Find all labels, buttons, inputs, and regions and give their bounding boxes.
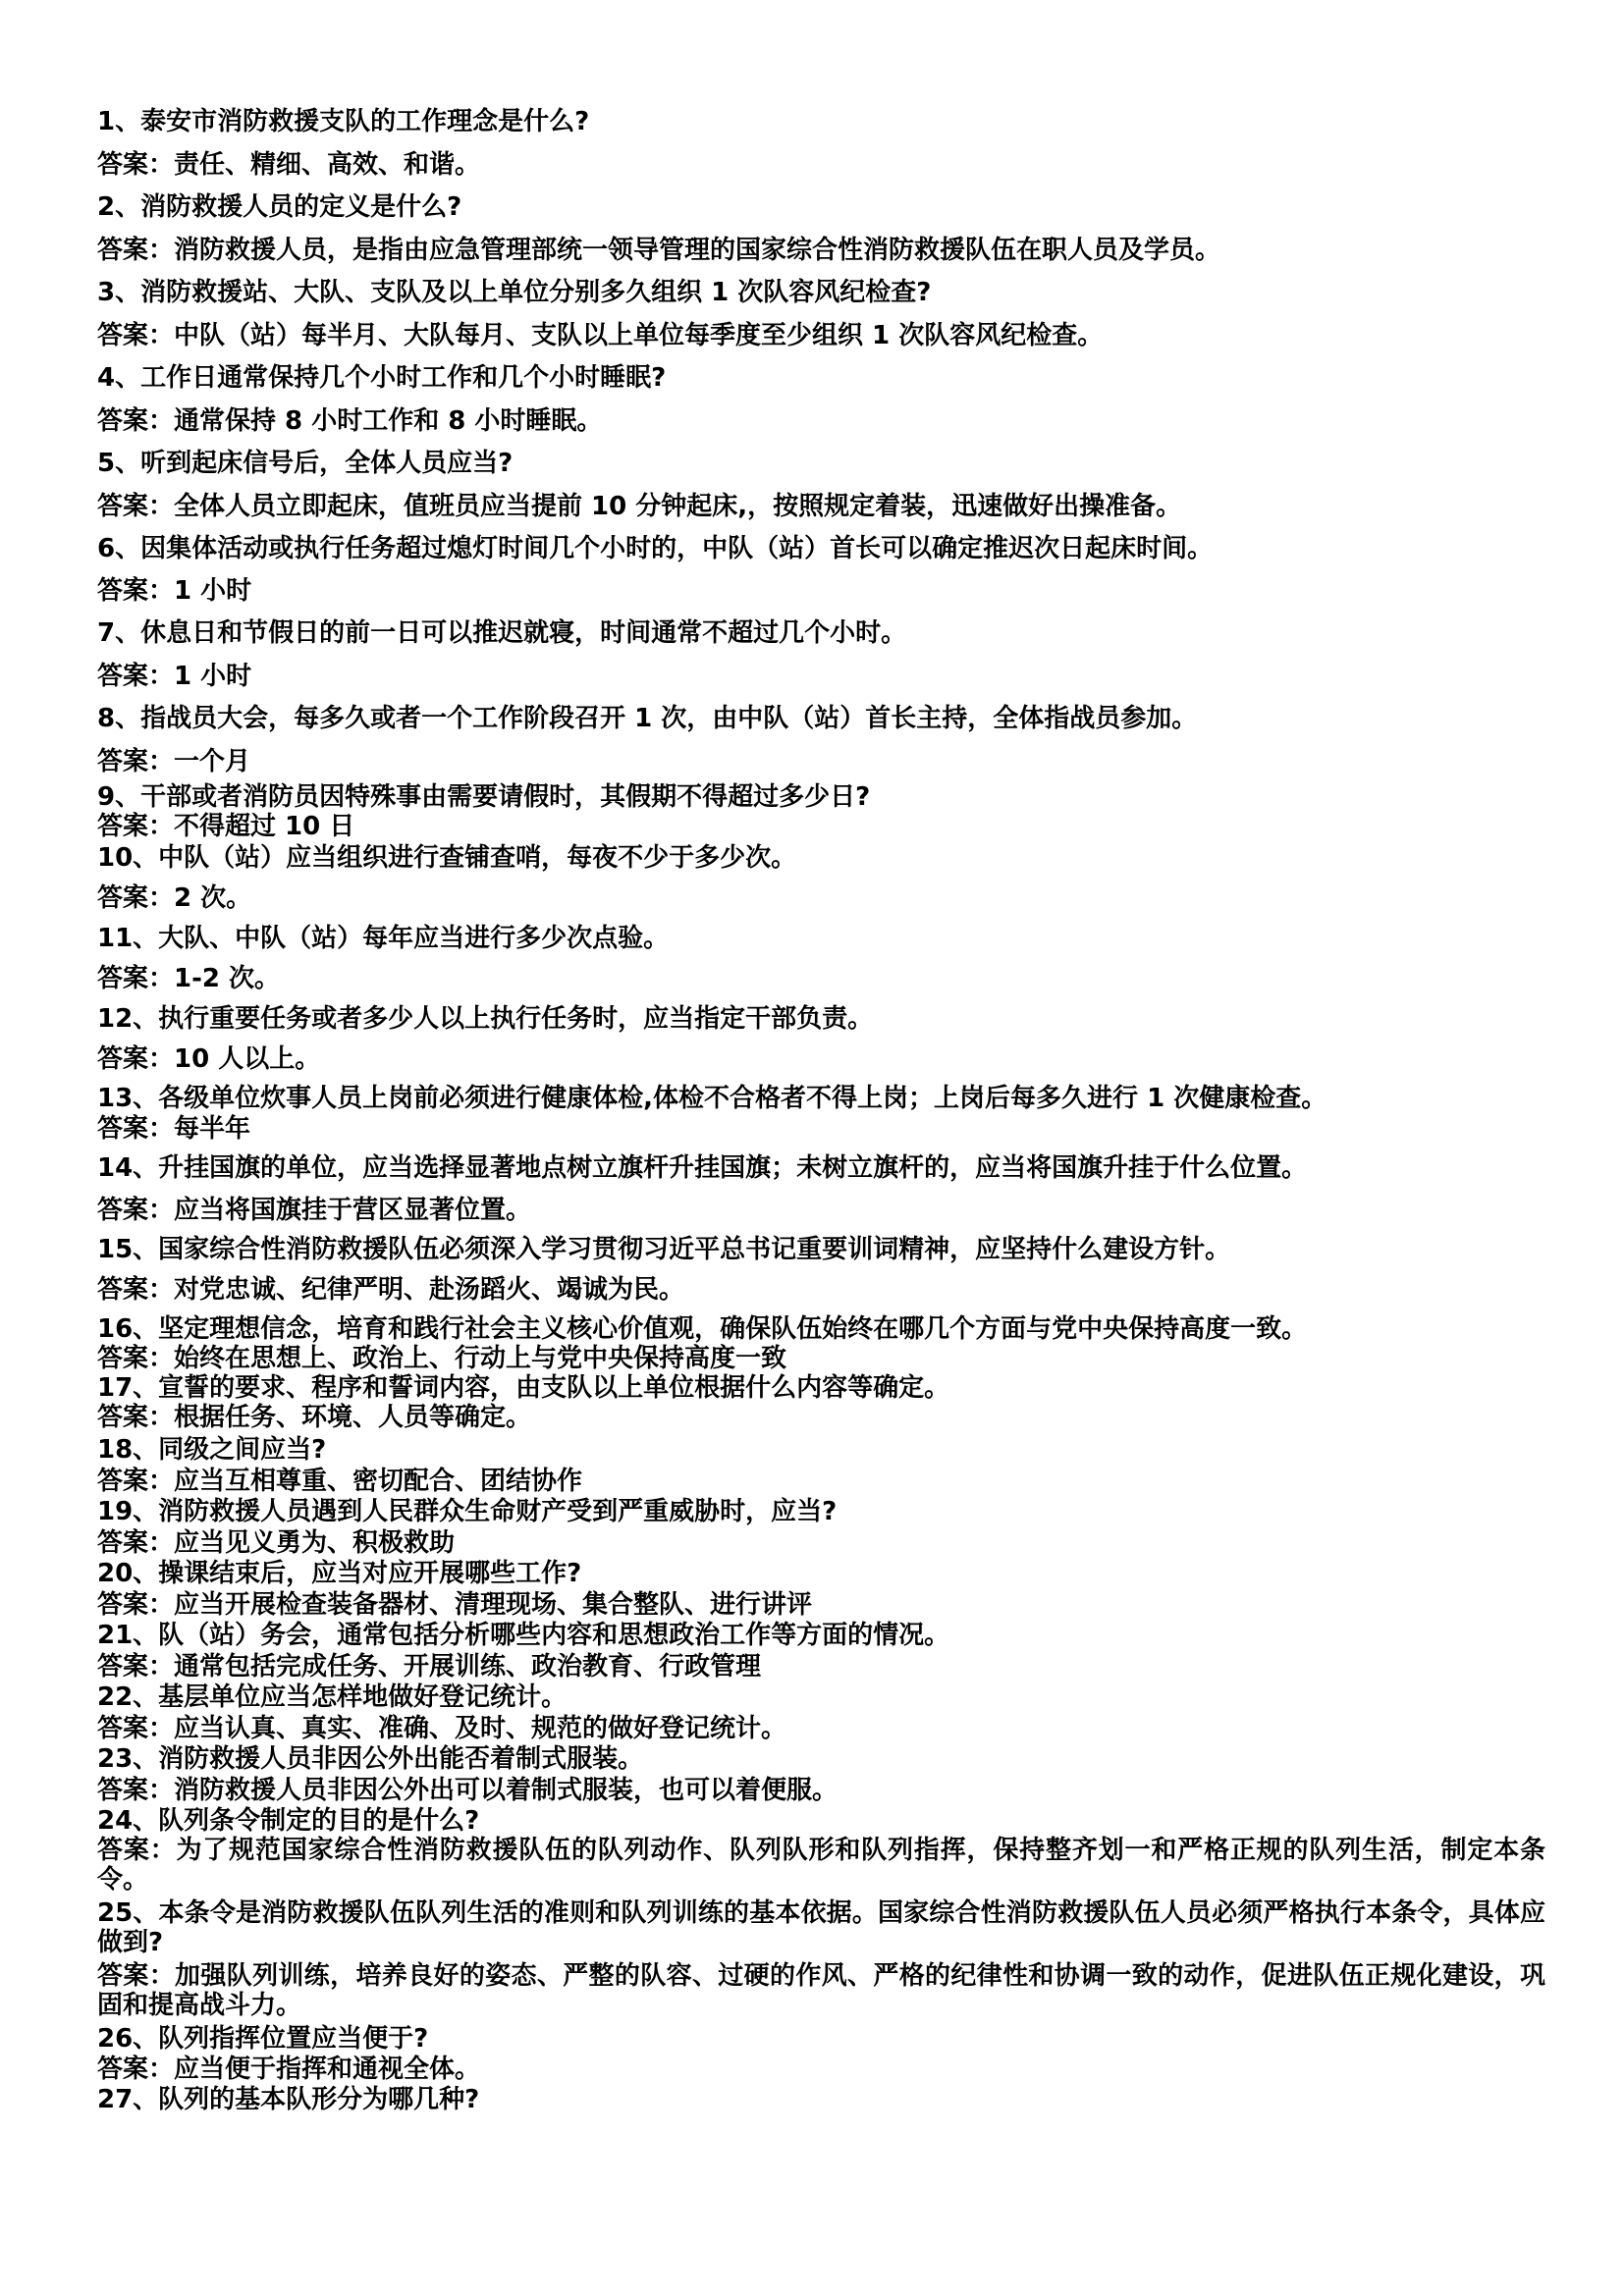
question-24: 24、队列条令制定的目的是什么? — [97, 1806, 480, 1836]
question-25: 25、本条令是消防救援队伍队列生活的准则和队列训练的基本依据。国家综合性消防救援队伍人员必须严格执行本条令，具体应做到? — [97, 1898, 1545, 1957]
question-15: 15、国家综合性消防救援队伍必须深入学习贯彻习近平总书记重要训词精神，应坚持什么建设方针。 — [97, 1235, 1231, 1264]
question-27: 27、队列的基本队形分为哪几种? — [97, 2085, 480, 2114]
answer-9: 答案：不得超过 10 日 — [97, 812, 355, 841]
question-11: 11、大队、中队（站）每年应当进行多少次点验。 — [97, 924, 670, 953]
answer-2: 答案：消防救援人员，是指由应急管理部统一领导管理的国家综合性消防救援队伍在职人员及学员。 — [97, 236, 1221, 265]
answer-22: 答案：应当认真、真实、准确、及时、规范的做好登记统计。 — [97, 1714, 787, 1743]
answer-7: 答案：1 小时 — [97, 662, 252, 691]
question-7: 7、休息日和节假日的前一日可以推迟就寝，时间通常不超过几个小时。 — [97, 618, 907, 648]
answer-1: 答案：责任、精细、高效、和谐。 — [97, 150, 481, 180]
question-18: 18、同级之间应当? — [97, 1435, 327, 1465]
question-9: 9、干部或者消防员因特殊事由需要请假时，其假期不得超过多少日? — [97, 782, 871, 812]
question-14: 14、升挂国旗的单位，应当选择显著地点树立旗杆升挂国旗；未树立旗杆的，应当将国旗升挂于什么位置。 — [97, 1153, 1308, 1183]
question-1: 1、泰安市消防救援支队的工作理念是什么? — [97, 107, 590, 136]
answer-18: 答案：应当互相尊重、密切配合、团结协作 — [97, 1467, 583, 1496]
question-12: 12、执行重要任务或者多少人以上执行任务时，应当指定干部负责。 — [97, 1004, 874, 1034]
answer-14: 答案：应当将国旗挂于营区显著位置。 — [97, 1196, 532, 1225]
answer-10: 答案：2 次。 — [97, 883, 252, 913]
answer-26: 答案：应当便于指挥和通视全体。 — [97, 2055, 481, 2084]
answer-21: 答案：通常包括完成任务、开展训练、政治教育、行政管理 — [97, 1652, 762, 1682]
answer-19: 答案：应当见义勇为、积极救助 — [97, 1528, 456, 1558]
answer-4: 答案：通常保持 8 小时工作和 8 小时睡眠。 — [97, 406, 603, 436]
question-22: 22、基层单位应当怎样地做好登记统计。 — [97, 1682, 568, 1712]
answer-15: 答案：对党忠诚、纪律严明、赴汤蹈火、竭诚为民。 — [97, 1275, 685, 1305]
question-20: 20、操课结束后，应当对应开展哪些工作? — [97, 1559, 582, 1588]
answer-3: 答案：中队（站）每半月、大队每月、支队以上单位每季度至少组织 1 次队容风纪检查。 — [97, 321, 1104, 350]
question-8: 8、指战员大会，每多久或者一个工作阶段召开 1 次，由中队（站）首长主持，全体指战员参加。 — [97, 704, 1198, 733]
answer-24: 答案：为了规范国家综合性消防救援队伍的队列动作、队列队形和队列指挥，保持整齐划一和严格正规的队列生活，制定本条令。 — [97, 1836, 1545, 1895]
question-26: 26、队列指挥位置应当便于? — [97, 2024, 429, 2054]
question-19: 19、消防救援人员遇到人民群众生命财产受到严重威胁时，应当? — [97, 1497, 838, 1526]
answer-16: 答案：始终在思想上、政治上、行动上与党中央保持高度一致 — [97, 1344, 787, 1373]
answer-17: 答案：根据任务、环境、人员等确定。 — [97, 1403, 532, 1432]
question-5: 5、听到起床信号后，全体人员应当? — [97, 449, 514, 478]
answer-6: 答案：1 小时 — [97, 576, 252, 606]
question-17: 17、宣誓的要求、程序和誓词内容，由支队以上单位根据什么内容等确定。 — [97, 1373, 950, 1403]
question-2: 2、消防救援人员的定义是什么? — [97, 192, 462, 222]
question-23: 23、消防救援人员非因公外出能否着制式服装。 — [97, 1744, 644, 1774]
question-10: 10、中队（站）应当组织进行查铺查哨，每夜不少于多少次。 — [97, 843, 797, 873]
answer-13: 答案：每半年 — [97, 1114, 251, 1144]
answer-20: 答案：应当开展检查装备器材、清理现场、集合整队、进行讲评 — [97, 1590, 813, 1620]
answer-5: 答案：全体人员立即起床，值班员应当提前 10 分钟起床,，按照规定着装，迅速做好出操准备。 — [97, 492, 1182, 521]
question-13: 13、各级单位炊事人员上岗前必须进行健康体检,体检不合格者不得上岗；上岗后每多久进行 1 次健康检查。 — [97, 1084, 1327, 1113]
answer-12: 答案：10 人以上。 — [97, 1044, 321, 1074]
answer-8: 答案：一个月 — [97, 747, 251, 776]
answer-11: 答案：1-2 次。 — [97, 964, 281, 993]
answer-23: 答案：消防救援人员非因公外出可以着制式服装，也可以着便服。 — [97, 1776, 839, 1805]
question-4: 4、工作日通常保持几个小时工作和几个小时睡眠? — [97, 363, 667, 393]
answer-25: 答案：加强队列训练，培养良好的姿态、严整的队容、过硬的作风、严格的纪律性和协调一致的动作，促进队伍正规化建设，巩固和提高战斗力。 — [97, 1961, 1545, 2020]
question-3: 3、消防救援站、大队、支队及以上单位分别多久组织 1 次队容风纪检查? — [97, 278, 932, 307]
question-16: 16、坚定理想信念，培育和践行社会主义核心价值观，确保队伍始终在哪几个方面与党中央保持高度一致。 — [97, 1314, 1308, 1344]
question-6: 6、因集体活动或执行任务超过熄灯时间几个小时的，中队（站）首长可以确定推迟次日起床时间。 — [97, 534, 1214, 563]
question-21: 21、队（站）务会，通常包括分析哪些内容和思想政治工作等方面的情况。 — [97, 1621, 950, 1650]
